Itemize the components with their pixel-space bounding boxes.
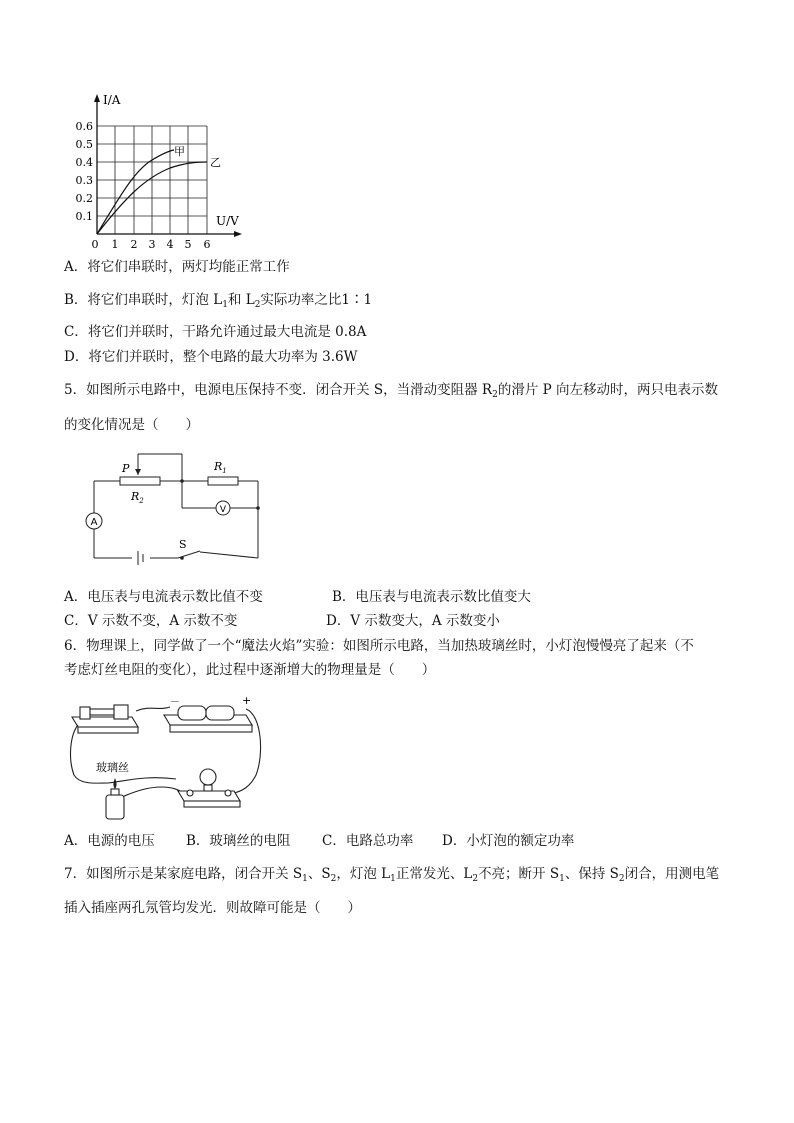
bulb-icon	[200, 769, 216, 785]
x-tick: 6	[203, 238, 211, 251]
voltmeter-label: V	[219, 505, 227, 515]
q6-stem-line1: 6．物理课上，同学做了一个“魔法火焰”实验：如图所示电路，当加热玻璃丝时，小灯泡慢慢亮了起来（不	[64, 638, 694, 654]
q6-stem-line2: 考虑灯丝电阻的变化），此过程中逐渐增大的物理量是（ ）	[64, 662, 436, 678]
r2-label: $R_2$	[131, 490, 144, 505]
q5-option-a[interactable]: A．电压表与电流表示数比值不变	[64, 589, 263, 605]
iv-graph	[70, 88, 270, 253]
x-tick: 5	[184, 238, 192, 251]
glass-wire-label: 玻璃丝	[96, 761, 129, 774]
q4-option-a[interactable]: A．将它们串联时，两灯均能正常工作	[64, 259, 290, 275]
y-tick: 0.1	[75, 210, 93, 223]
q6-experiment-photo	[66, 695, 266, 825]
q6-option-a[interactable]: A．电源的电压	[64, 833, 155, 849]
x-tick: 2	[130, 238, 138, 251]
minus-terminal: －	[170, 697, 180, 708]
q4-option-c[interactable]: C．将它们并联时，干路允许通过最大电流是 0.8A	[64, 324, 367, 340]
q5-stem-line1: 5．如图所示电路中，电源电压保持不变．闭合开关 S，当滑动变阻器 $R_2$的滑片 P 向左移动时，两只电表示数	[64, 382, 718, 400]
q5-option-d[interactable]: D．V 示数变大，A 示数变小	[326, 613, 500, 629]
curve-label-jia: 甲	[174, 145, 185, 158]
q5-option-c[interactable]: C．V 示数不变，A 示数不变	[64, 613, 238, 629]
curve-label-yi: 乙	[210, 156, 221, 169]
q6-option-b[interactable]: B．玻璃丝的电阻	[186, 833, 291, 849]
q7-stem-line2: 插入插座两孔氖管均发光．则故障可能是（ ）	[64, 900, 361, 916]
q5-option-b[interactable]: B．电压表与电流表示数比值变大	[332, 589, 531, 605]
y-tick: 0.5	[75, 138, 93, 151]
q6-option-c[interactable]: C．电路总功率	[322, 833, 414, 849]
y-axis-label: I/A	[103, 93, 121, 107]
x-tick: 1	[111, 238, 119, 251]
battery-cell	[178, 706, 206, 720]
curve-jia	[97, 150, 174, 234]
q5-circuit-diagram	[80, 448, 270, 568]
y-tick: 0.2	[75, 192, 93, 205]
q5-stem-line2: 的变化情况是（ ）	[64, 417, 199, 433]
alcohol-lamp	[106, 795, 124, 819]
ammeter-label: A	[90, 517, 98, 528]
x-tick: 3	[148, 238, 156, 251]
plus-terminal: +	[242, 695, 252, 707]
y-tick: 0.3	[75, 174, 93, 187]
x-tick: 0	[91, 238, 99, 251]
q7-stem-line1: 7．如图所示是某家庭电路，闭合开关 $S_1$、$S_2$，灯泡 $L_1$正常发光、$L_2$不亮；断开 $S_1$、保持 $S_2$闭合，用测电笔	[64, 866, 720, 884]
r1-label: $R_1$	[214, 460, 227, 475]
slider-label-p: P	[122, 462, 130, 475]
x-tick: 4	[166, 238, 174, 251]
q4-option-d[interactable]: D．将它们并联时，整个电路的最大功率为 3.6W	[64, 349, 358, 365]
q6-option-d[interactable]: D．小灯泡的额定功率	[442, 833, 575, 849]
y-tick: 0.6	[75, 120, 93, 133]
y-tick: 0.4	[75, 156, 93, 169]
q4-option-b[interactable]: B．将它们串联时，灯泡 $L_1$和 $L_2$实际功率之比1∶1	[64, 292, 373, 310]
switch-label: S	[179, 538, 187, 551]
battery-cell	[206, 706, 234, 720]
x-axis-label: U/V	[216, 214, 239, 228]
